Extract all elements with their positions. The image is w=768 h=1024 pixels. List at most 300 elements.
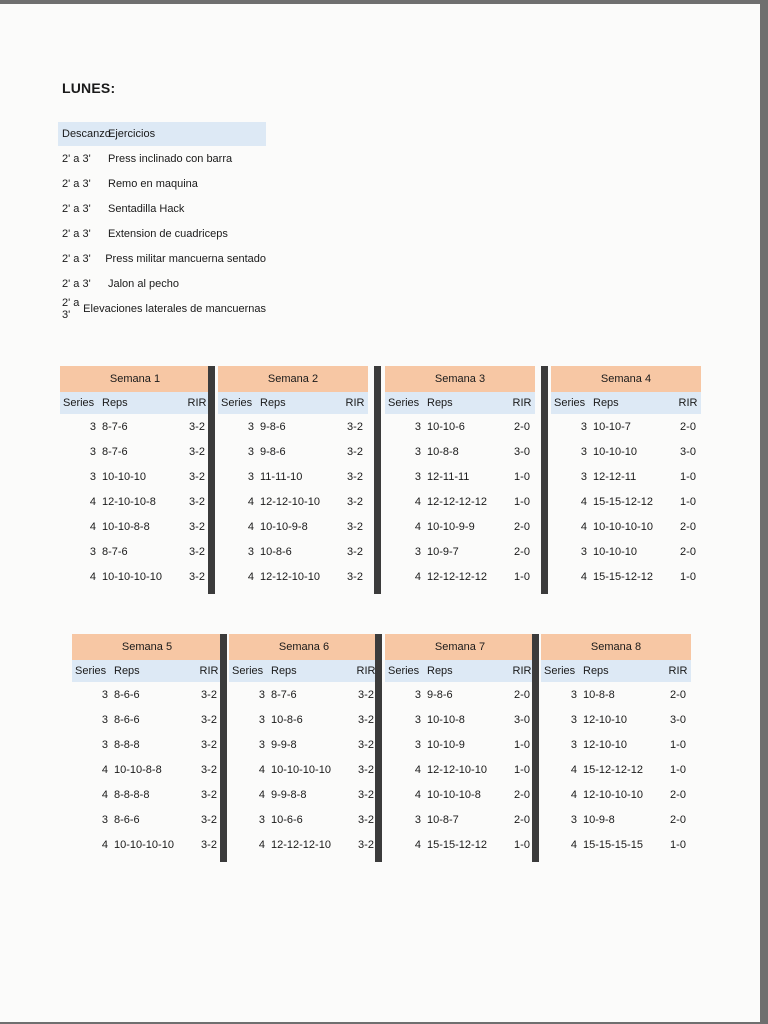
week-row <box>385 414 535 439</box>
rir-value: 1-0 <box>680 495 696 508</box>
reps-value: 12-11-11 <box>427 470 470 483</box>
exercise-name: Sentadilla Hack <box>108 202 185 215</box>
series-value: 3 <box>414 470 421 483</box>
rir-value: 2-0 <box>514 688 530 701</box>
week-row <box>385 564 535 589</box>
week-row <box>385 439 535 464</box>
series-value: 4 <box>258 763 265 776</box>
rir-value: 2-0 <box>514 520 530 533</box>
week-row <box>385 782 535 807</box>
series-value: 3 <box>570 738 577 751</box>
column-rir: RIR <box>668 665 688 677</box>
week-title: Semana 2 <box>218 366 368 392</box>
week-row <box>72 707 222 732</box>
rest-time: 2' a 3' <box>62 177 91 190</box>
week-title: Semana 3 <box>385 366 535 392</box>
week-row <box>72 757 222 782</box>
column-reps: Reps <box>583 665 609 677</box>
week-row <box>218 439 368 464</box>
week-row <box>72 782 222 807</box>
reps-value: 10-10-10-8 <box>427 788 481 801</box>
series-value: 3 <box>570 688 577 701</box>
week-row <box>541 707 691 732</box>
exercise-name: Press inclinado con barra <box>108 152 233 165</box>
exercise-row <box>58 271 266 296</box>
reps-value: 9-8-6 <box>260 445 286 458</box>
rest-time: 2' a 3' <box>62 277 91 290</box>
exercise-row <box>58 221 266 246</box>
series-value: 4 <box>247 570 254 583</box>
week-row <box>218 514 368 539</box>
reps-value: 10-9-7 <box>427 545 459 558</box>
column-reps: Reps <box>427 397 453 409</box>
reps-value: 12-10-10-8 <box>102 495 156 508</box>
week-row <box>551 439 701 464</box>
column-reps: Reps <box>593 397 619 409</box>
week-row <box>551 514 701 539</box>
column-series: Series <box>388 397 420 409</box>
series-value: 3 <box>258 713 265 726</box>
series-value: 3 <box>414 445 421 458</box>
series-value: 3 <box>414 813 421 826</box>
reps-value: 15-15-12-12 <box>593 495 653 508</box>
column-reps: Reps <box>271 665 297 677</box>
series-value: 4 <box>89 520 96 533</box>
reps-value: 10-10-10 <box>102 470 147 483</box>
series-value: 3 <box>414 545 421 558</box>
reps-value: 12-12-12-12 <box>427 495 487 508</box>
exercise-name: Remo en maquina <box>108 177 198 190</box>
exercise-row <box>58 146 266 171</box>
week-4-table <box>551 366 701 589</box>
rir-value: 3-2 <box>358 763 374 776</box>
rest-time: 2' a 3' <box>62 252 91 265</box>
reps-value: 9-8-6 <box>427 688 453 701</box>
week-row <box>60 464 210 489</box>
series-value: 4 <box>101 838 108 851</box>
day-title: LUNES: <box>62 80 116 96</box>
exercise-rows <box>58 146 266 321</box>
week-5-table <box>72 634 222 857</box>
rir-value: 3-2 <box>347 445 363 458</box>
rir-value: 2-0 <box>670 813 686 826</box>
reps-value: 9-8-6 <box>260 420 286 433</box>
series-value: 4 <box>414 570 421 583</box>
week-row <box>229 807 379 832</box>
rir-value: 3-2 <box>189 570 205 583</box>
week-divider <box>220 634 227 862</box>
series-value: 3 <box>101 688 108 701</box>
reps-value: 8-8-8-8 <box>114 788 150 801</box>
series-value: 4 <box>247 520 254 533</box>
column-series: Series <box>221 397 253 409</box>
rir-value: 3-2 <box>347 570 363 583</box>
column-series: Series <box>63 397 95 409</box>
week-row <box>229 832 379 857</box>
week-divider <box>208 366 215 594</box>
week-title: Semana 6 <box>229 634 379 660</box>
week-divider <box>374 366 381 594</box>
week-title: Semana 4 <box>551 366 701 392</box>
rir-value: 3-2 <box>347 545 363 558</box>
rir-value: 3-2 <box>358 788 374 801</box>
series-value: 4 <box>570 838 577 851</box>
series-value: 4 <box>570 788 577 801</box>
series-value: 3 <box>247 445 254 458</box>
rir-value: 1-0 <box>514 838 530 851</box>
rir-value: 3-0 <box>680 445 696 458</box>
rir-value: 2-0 <box>670 688 686 701</box>
series-value: 4 <box>247 495 254 508</box>
reps-value: 8-6-6 <box>114 813 140 826</box>
week-title: Semana 1 <box>60 366 210 392</box>
series-value: 3 <box>247 420 254 433</box>
rir-value: 1-0 <box>680 570 696 583</box>
reps-value: 10-10-9-9 <box>427 520 475 533</box>
column-series: Series <box>232 665 264 677</box>
column-reps: Reps <box>260 397 286 409</box>
rir-value: 3-2 <box>189 445 205 458</box>
exercise-row <box>58 296 266 321</box>
reps-value: 10-8-8 <box>427 445 459 458</box>
week-row <box>72 732 222 757</box>
rir-value: 3-2 <box>201 788 217 801</box>
series-value: 3 <box>89 545 96 558</box>
reps-value: 8-6-6 <box>114 688 140 701</box>
column-reps: Reps <box>102 397 128 409</box>
series-value: 4 <box>570 763 577 776</box>
week-row <box>218 489 368 514</box>
column-series: Series <box>388 665 420 677</box>
rir-value: 3-2 <box>347 520 363 533</box>
reps-value: 10-10-10 <box>593 445 638 458</box>
series-value: 3 <box>414 688 421 701</box>
reps-value: 10-10-8-8 <box>114 763 162 776</box>
week-8-table <box>541 634 691 857</box>
series-value: 3 <box>101 738 108 751</box>
series-value: 3 <box>101 713 108 726</box>
week-row <box>385 807 535 832</box>
rir-value: 2-0 <box>670 788 686 801</box>
rir-value: 3-2 <box>201 688 217 701</box>
series-value: 3 <box>247 470 254 483</box>
exercise-row <box>58 246 266 271</box>
series-value: 4 <box>101 788 108 801</box>
week-2-table <box>218 366 368 589</box>
series-value: 3 <box>247 545 254 558</box>
series-value: 4 <box>414 763 421 776</box>
week-column-headers <box>72 660 222 682</box>
week-divider <box>541 366 548 594</box>
rir-value: 1-0 <box>514 470 530 483</box>
week-row <box>541 807 691 832</box>
week-row <box>218 564 368 589</box>
column-series: Series <box>544 665 576 677</box>
rir-value: 2-0 <box>680 420 696 433</box>
week-row <box>229 682 379 707</box>
week-row <box>551 564 701 589</box>
series-value: 3 <box>89 445 96 458</box>
week-row <box>541 732 691 757</box>
rir-value: 2-0 <box>514 420 530 433</box>
reps-value: 12-12-12-12 <box>427 570 487 583</box>
series-value: 4 <box>258 838 265 851</box>
exercise-name: Press militar mancuerna sentado <box>105 252 266 265</box>
rir-value: 3-2 <box>189 520 205 533</box>
week-row <box>385 489 535 514</box>
week-column-headers <box>385 660 535 682</box>
week-row <box>229 782 379 807</box>
week-title: Semana 5 <box>72 634 222 660</box>
week-row <box>551 414 701 439</box>
reps-value: 10-10-10-10 <box>271 763 331 776</box>
rest-time: 2' a 3' <box>62 152 91 165</box>
column-rir: RIR <box>512 397 532 409</box>
week-row <box>385 732 535 757</box>
week-row <box>229 732 379 757</box>
reps-value: 10-10-9-8 <box>260 520 308 533</box>
reps-value: 10-8-6 <box>260 545 292 558</box>
reps-value: 12-12-12-10 <box>271 838 331 851</box>
series-value: 4 <box>580 495 587 508</box>
reps-value: 11-11-10 <box>260 470 303 483</box>
rir-value: 3-2 <box>358 838 374 851</box>
rir-value: 3-0 <box>514 713 530 726</box>
series-value: 4 <box>414 788 421 801</box>
series-value: 3 <box>414 420 421 433</box>
series-value: 4 <box>89 495 96 508</box>
reps-value: 15-15-12-12 <box>593 570 653 583</box>
series-value: 3 <box>570 713 577 726</box>
series-value: 3 <box>580 420 587 433</box>
reps-value: 10-10-10-10 <box>593 520 653 533</box>
rir-value: 3-2 <box>189 470 205 483</box>
week-title: Semana 7 <box>385 634 535 660</box>
reps-value: 15-12-12-12 <box>583 763 643 776</box>
exercise-row <box>58 196 266 221</box>
reps-value: 10-10-9 <box>427 738 465 751</box>
reps-value: 12-12-11 <box>593 470 637 483</box>
rir-value: 2-0 <box>514 788 530 801</box>
series-value: 4 <box>258 788 265 801</box>
reps-value: 9-9-8 <box>271 738 297 751</box>
series-value: 3 <box>258 813 265 826</box>
rir-value: 1-0 <box>670 738 686 751</box>
week-row <box>60 414 210 439</box>
week-row <box>60 439 210 464</box>
week-row <box>551 489 701 514</box>
reps-value: 10-10-8-8 <box>102 520 150 533</box>
series-value: 4 <box>580 570 587 583</box>
column-rir: RIR <box>187 397 207 409</box>
week-column-headers <box>218 392 368 414</box>
reps-value: 12-12-10-10 <box>427 763 487 776</box>
series-value: 4 <box>414 520 421 533</box>
rir-value: 3-2 <box>358 713 374 726</box>
week-column-headers <box>385 392 535 414</box>
rir-value: 3-2 <box>201 838 217 851</box>
week-row <box>72 807 222 832</box>
rir-value: 3-0 <box>514 445 530 458</box>
rir-value: 3-2 <box>358 738 374 751</box>
week-row <box>60 514 210 539</box>
series-value: 3 <box>258 688 265 701</box>
week-row <box>60 489 210 514</box>
week-row <box>72 682 222 707</box>
reps-value: 12-12-10-10 <box>260 495 320 508</box>
rir-value: 3-0 <box>670 713 686 726</box>
week-column-headers <box>541 660 691 682</box>
week-column-headers <box>229 660 379 682</box>
rir-value: 3-2 <box>201 738 217 751</box>
rest-time: 2' a 3' <box>62 227 91 240</box>
rir-value: 3-2 <box>347 470 363 483</box>
reps-value: 10-10-10 <box>593 545 638 558</box>
week-6-table <box>229 634 379 857</box>
series-value: 4 <box>414 495 421 508</box>
header-rest: Descanzo <box>62 128 111 140</box>
week-row <box>385 832 535 857</box>
reps-value: 10-8-8 <box>583 688 615 701</box>
column-rir: RIR <box>512 665 532 677</box>
week-row <box>229 757 379 782</box>
week-row <box>541 832 691 857</box>
week-row <box>218 539 368 564</box>
exercise-row <box>58 171 266 196</box>
reps-value: 10-8-7 <box>427 813 459 826</box>
series-value: 3 <box>414 713 421 726</box>
rir-value: 2-0 <box>680 520 696 533</box>
rir-value: 1-0 <box>514 570 530 583</box>
exercise-name: Extension de cuadriceps <box>108 227 228 240</box>
week-row <box>541 757 691 782</box>
column-rir: RIR <box>345 397 365 409</box>
reps-value: 10-10-8 <box>427 713 465 726</box>
column-rir: RIR <box>678 397 698 409</box>
series-value: 4 <box>89 570 96 583</box>
week-row <box>218 464 368 489</box>
week-7-table <box>385 634 535 857</box>
week-row <box>541 682 691 707</box>
series-value: 4 <box>101 763 108 776</box>
week-row <box>60 539 210 564</box>
week-row <box>385 682 535 707</box>
column-reps: Reps <box>114 665 140 677</box>
exercise-table-header <box>58 122 266 146</box>
reps-value: 8-7-6 <box>102 545 128 558</box>
week-row <box>385 707 535 732</box>
reps-value: 8-6-6 <box>114 713 140 726</box>
week-row <box>229 707 379 732</box>
column-reps: Reps <box>427 665 453 677</box>
reps-value: 10-8-6 <box>271 713 303 726</box>
reps-value: 8-7-6 <box>271 688 297 701</box>
rir-value: 3-2 <box>189 545 205 558</box>
week-column-headers <box>60 392 210 414</box>
rir-value: 1-0 <box>514 763 530 776</box>
week-row <box>72 832 222 857</box>
rir-value: 3-2 <box>201 813 217 826</box>
rir-value: 1-0 <box>670 763 686 776</box>
exercise-name: Elevaciones laterales de mancuernas <box>83 302 266 315</box>
reps-value: 12-10-10 <box>583 713 628 726</box>
exercise-name: Jalon al pecho <box>108 277 179 290</box>
week-title: Semana 8 <box>541 634 691 660</box>
week-column-headers <box>551 392 701 414</box>
column-series: Series <box>75 665 107 677</box>
reps-value: 12-10-10 <box>583 738 628 751</box>
week-row <box>218 414 368 439</box>
week-row <box>385 539 535 564</box>
document-page <box>0 4 760 1022</box>
rest-time: 2' a 3' <box>62 296 80 321</box>
series-value: 3 <box>414 738 421 751</box>
reps-value: 10-6-6 <box>271 813 303 826</box>
reps-value: 15-15-12-12 <box>427 838 487 851</box>
week-row <box>385 757 535 782</box>
reps-value: 9-9-8-8 <box>271 788 307 801</box>
week-row <box>551 539 701 564</box>
reps-value: 10-10-10-10 <box>102 570 162 583</box>
week-row <box>541 782 691 807</box>
reps-value: 10-9-8 <box>583 813 615 826</box>
week-1-table <box>60 366 210 589</box>
header-exercises: Ejercicios <box>108 128 156 140</box>
rir-value: 2-0 <box>514 813 530 826</box>
column-series: Series <box>554 397 586 409</box>
column-rir: RIR <box>199 665 219 677</box>
week-row <box>385 464 535 489</box>
rir-value: 2-0 <box>514 545 530 558</box>
week-row <box>385 514 535 539</box>
series-value: 3 <box>570 813 577 826</box>
column-rir: RIR <box>356 665 376 677</box>
series-value: 3 <box>580 470 587 483</box>
series-value: 4 <box>414 838 421 851</box>
series-value: 3 <box>580 545 587 558</box>
reps-value: 10-10-6 <box>427 420 465 433</box>
series-value: 3 <box>89 420 96 433</box>
rir-value: 3-2 <box>358 688 374 701</box>
exercise-table <box>58 122 266 321</box>
reps-value: 8-7-6 <box>102 420 128 433</box>
week-row <box>60 564 210 589</box>
reps-value: 15-15-15-15 <box>583 838 643 851</box>
rest-time: 2' a 3' <box>62 202 91 215</box>
week-3-table <box>385 366 535 589</box>
rir-value: 1-0 <box>514 738 530 751</box>
reps-value: 10-10-7 <box>593 420 631 433</box>
series-value: 3 <box>89 470 96 483</box>
rir-value: 3-2 <box>347 420 363 433</box>
series-value: 3 <box>101 813 108 826</box>
reps-value: 12-10-10-10 <box>583 788 643 801</box>
rir-value: 1-0 <box>670 838 686 851</box>
rir-value: 2-0 <box>680 545 696 558</box>
rir-value: 3-2 <box>189 420 205 433</box>
rir-value: 3-2 <box>347 495 363 508</box>
week-divider <box>375 634 382 862</box>
rir-value: 3-2 <box>189 495 205 508</box>
reps-value: 8-8-8 <box>114 738 140 751</box>
series-value: 4 <box>580 520 587 533</box>
reps-value: 10-10-10-10 <box>114 838 174 851</box>
rir-value: 3-2 <box>201 713 217 726</box>
reps-value: 12-12-10-10 <box>260 570 320 583</box>
series-value: 3 <box>580 445 587 458</box>
rir-value: 1-0 <box>514 495 530 508</box>
rir-value: 3-2 <box>358 813 374 826</box>
